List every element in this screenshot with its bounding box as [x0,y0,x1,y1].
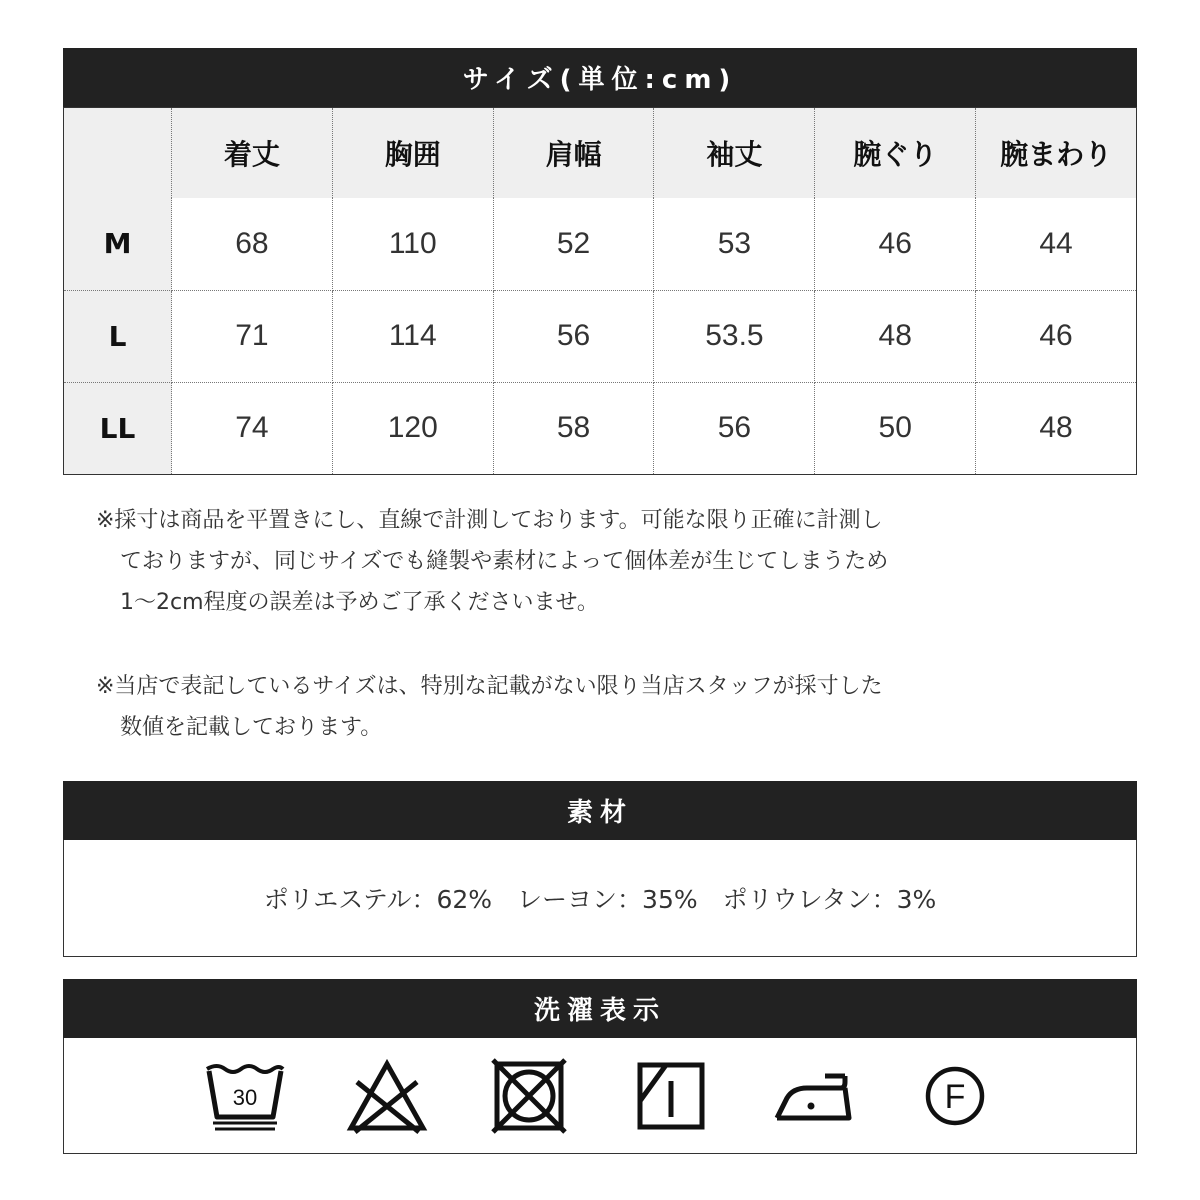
note-line: 1〜2cm程度の誤差は予めご了承くださいませ。 [120,590,599,615]
table-cell: 58 [493,382,654,474]
no-bleach-icon [345,1054,429,1138]
column-header: 着丈 [172,108,333,199]
iron-low-icon [771,1054,855,1138]
line-dry-icon [629,1054,713,1138]
table-cell: 48 [815,290,976,382]
row-size-label: LL [64,382,172,474]
row-size-label: L [64,290,172,382]
measurement-note [96,500,1056,623]
note-line: ※採寸は商品を平置きにし、直線で計測しております。可能な限り正確に計測し [96,508,883,533]
table-cell: 56 [654,382,815,474]
column-header: 肩幅 [493,108,654,199]
wash-temperature-label: 30 [232,1084,258,1110]
table-row [64,382,1137,474]
dry-clean-f-icon [913,1054,997,1138]
column-header: 腕ぐり [815,108,976,199]
material-section-title: 素材 [63,781,1137,840]
table-cell: 53 [654,198,815,290]
table-cell: 71 [172,290,333,382]
care-icons-box [63,1038,1137,1154]
table-row [64,198,1137,290]
no-tumble-dry-icon [487,1054,571,1138]
column-header: 腕まわり [976,108,1137,199]
material-box [63,840,1137,957]
table-cell: 52 [493,198,654,290]
column-header: 胸囲 [332,108,493,199]
table-cell: 110 [332,198,493,290]
size-note [96,666,1056,748]
note-line: ※当店で表記しているサイズは、特別な記載がない限り当店スタッフが採寸した [96,674,883,699]
table-cell: 120 [332,382,493,474]
table-cell: 50 [815,382,976,474]
column-header: 袖丈 [654,108,815,199]
note-line: ておりますが、同じサイズでも縫製や素材によって個体差が生じてしまうため [120,549,889,574]
row-size-label: M [64,198,172,290]
table-cell: 46 [815,198,976,290]
table-cell: 68 [172,198,333,290]
size-table [63,107,1137,475]
table-cell: 56 [493,290,654,382]
note-line: 数値を記載しております。 [120,715,383,740]
table-cell: 46 [976,290,1137,382]
wash-tub-30-icon [203,1054,287,1138]
size-section-title: サイズ(単位:cm) [63,48,1137,107]
table-row [64,290,1137,382]
dry-clean-label: F [944,1077,966,1116]
size-table-header-row [64,108,1137,199]
table-cell: 74 [172,382,333,474]
size-table-corner [64,108,172,199]
table-cell: 44 [976,198,1137,290]
table-cell: 114 [332,290,493,382]
material-composition: ポリエステル：62% レーヨン：35% ポリウレタン：3% [263,885,937,914]
table-cell: 48 [976,382,1137,474]
table-cell: 53.5 [654,290,815,382]
care-section-title: 洗濯表示 [63,979,1137,1038]
